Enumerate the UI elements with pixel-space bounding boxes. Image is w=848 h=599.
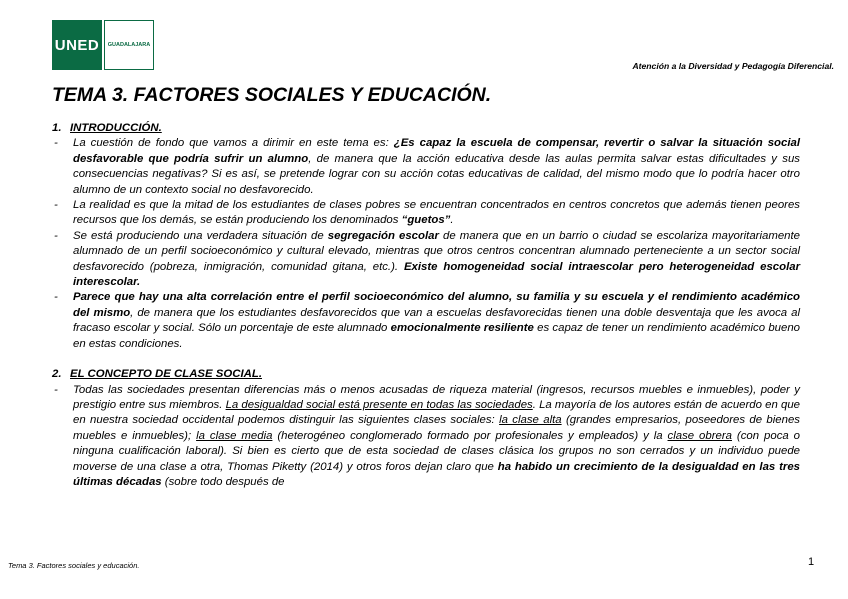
- section-title: INTRODUCCIÓN.: [70, 122, 162, 134]
- paragraph-1: - La cuestión de fondo que vamos a dirimir en este tema es: ¿Es capaz la escuela de compensar, revertir o salvar la situación social desfavorable que podría sufrir un alumno, de manera que la acción educativa desde las aulas permita salvar estas dificultades y sus consecuencias negativas? Si es así, se pretende lograr con su acción cotas educativas de calidad, del mismo modo que lo podría hacer otro alumno de un contexto social no desfavorecido.: [54, 137, 800, 196]
- section-heading-2: [52, 367, 800, 382]
- paragraph-2: - La realidad es que la mitad de los estudiantes de clases pobres se encuentran concentrados en centros concretos que además tienen peores recursos que los demás, se están produciendo los denominados “guetos”.: [54, 199, 800, 227]
- section-number: 1.: [52, 122, 62, 134]
- paragraph-4: - Parece que hay una alta correlación entre el perfil socioeconómico del alumno, su familia y su escuela y el rendimiento académico del mismo, de manera que los estudiantes desfavorecidos que van a escuelas desfavorecidas tienen una doble desventaja que les avoca al fracaso escolar y social. Sólo un porcentaje de este alumnado emocionalmente resiliente es capaz de tener un rendimiento académico bueno en estas condiciones.: [54, 291, 801, 350]
- page-title: TEMA 3. FACTORES SOCIALES Y EDUCACIÓN.: [52, 84, 492, 106]
- running-header: Atención a la Diversidad y Pedagogía Diferencial.: [632, 61, 834, 71]
- paragraph-3: - Se está produciendo una verdadera situación de segregación escolar de manera que en un barrio o ciudad se escolariza mayoritariamente alumnado de un perfil socioeconómico y cultural elevado, mientras que otros centros concentran alumnado perteneciente a un sector social desfavorecido (pobreza, inmigración, comunidad gitana, etc.). Existe homogeneidad social intraescolar pero heterogeneidad escolar interescolar.: [54, 229, 800, 289]
- paragraph-5: - Todas las sociedades presentan diferencias más o menos acusadas de riqueza material (ingresos, recursos muebles e inmuebles), poder y prestigio entre sus miembros. La desigualdad social está presente en todas las sociedades. La mayoría de los autores están de acuerdo en que en nuestra sociedad occidental podemos distinguir las siguientes clases sociales: la clase alta (grandes empresarios, poseedores de bienes muebles e inmuebles); la clase media (heterogéneo conglomerado formado por profesionales y empleados) y la clase obrera (con poca o ninguna cualificación laboral). Si bien es cierto que de esta sociedad de clases clásica los grupos no son cerrados y un individuo puede moverse de una clase a otra, Thomas Piketty (2014) y otros foros dejan claro que ha habido un crecimiento de la desigualdad en las tres últimas décadas (sobre todo después de: [54, 383, 801, 488]
- section-title: EL CONCEPTO DE CLASE SOCIAL.: [70, 368, 262, 381]
- guadalajara-logo: GUADALAJARA: [104, 20, 154, 70]
- section-heading-1: [52, 121, 800, 136]
- section-number: 2.: [52, 368, 62, 381]
- footer-text: Tema 3. Factores sociales y educación.: [8, 561, 140, 570]
- page-number: 1: [808, 556, 815, 568]
- uned-logo: UNED: [52, 20, 102, 70]
- document-body: [52, 121, 800, 490]
